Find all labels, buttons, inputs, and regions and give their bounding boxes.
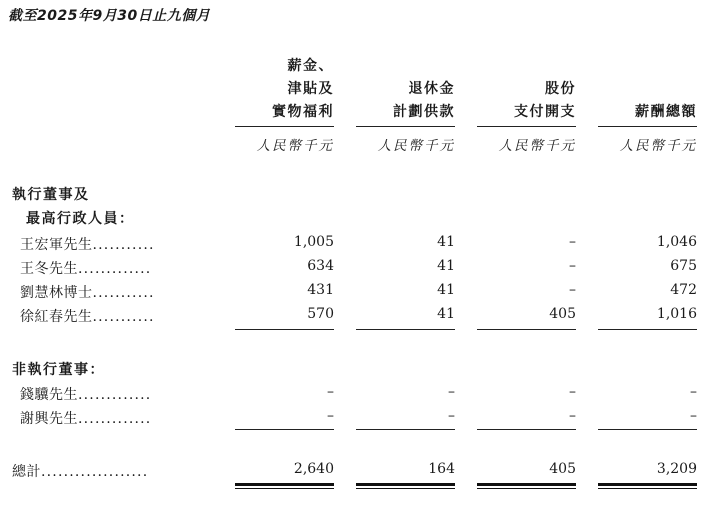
subtotal-rule bbox=[235, 429, 334, 430]
table-cell: 675 bbox=[670, 258, 697, 274]
table-cell: – bbox=[448, 408, 455, 424]
table-cell: 634 bbox=[307, 258, 334, 274]
column-header-line: 實物福利 bbox=[272, 104, 334, 120]
total-double-rule bbox=[477, 483, 576, 489]
table-cell: – bbox=[569, 258, 576, 274]
header-rule bbox=[477, 126, 576, 127]
table-cell: 1,046 bbox=[656, 234, 697, 250]
table-row-name: 謝興先生............. bbox=[20, 411, 152, 427]
column-header-line: 津貼及 bbox=[287, 81, 334, 97]
column-header-share-payment bbox=[476, 55, 576, 124]
total-double-rule bbox=[235, 483, 334, 489]
table-cell: 41 bbox=[437, 234, 455, 250]
column-header-pension bbox=[355, 55, 455, 124]
table-cell: 431 bbox=[307, 282, 334, 298]
column-header-line: 計劃供款 bbox=[393, 104, 455, 120]
total-cell: 164 bbox=[428, 461, 455, 477]
header-rule bbox=[356, 126, 455, 127]
subtotal-rule bbox=[477, 329, 576, 330]
unit-label: 人民幣千元 bbox=[256, 138, 334, 154]
table-cell: 405 bbox=[549, 306, 576, 322]
table-cell: 41 bbox=[437, 282, 455, 298]
table-row-name: 錢驥先生............. bbox=[20, 387, 152, 403]
table-cell: – bbox=[327, 384, 334, 400]
subtotal-rule bbox=[235, 329, 334, 330]
section-title-executive-directors: 執行董事及 bbox=[12, 187, 90, 203]
subtotal-rule bbox=[598, 429, 697, 430]
column-header-line bbox=[597, 78, 697, 101]
table-cell: – bbox=[569, 282, 576, 298]
subtotal-rule bbox=[477, 429, 576, 430]
unit-label: 人民幣千元 bbox=[498, 138, 576, 154]
table-cell: 570 bbox=[307, 306, 334, 322]
table-cell: – bbox=[569, 234, 576, 250]
column-header-line: 支付開支 bbox=[514, 104, 576, 120]
total-cell: 3,209 bbox=[656, 461, 697, 477]
total-double-rule bbox=[356, 483, 455, 489]
table-cell: 1,005 bbox=[293, 234, 334, 250]
column-header-line bbox=[355, 55, 455, 78]
column-header-salaries bbox=[234, 55, 334, 124]
unit-label: 人民幣千元 bbox=[619, 138, 697, 154]
column-header-line bbox=[597, 55, 697, 78]
column-header-line bbox=[476, 55, 576, 78]
section-title-non-executive-directors: 非執行董事： bbox=[12, 362, 105, 378]
total-double-rule bbox=[598, 483, 697, 489]
total-row-name: 總計................... bbox=[12, 464, 149, 480]
section-title-executive-directors-line2: 最高行政人員： bbox=[26, 211, 135, 227]
subtotal-rule bbox=[356, 329, 455, 330]
table-row-name: 王冬先生............. bbox=[20, 261, 152, 277]
total-cell: 2,640 bbox=[293, 461, 334, 477]
table-cell: – bbox=[690, 384, 697, 400]
table-row-name: 王宏軍先生........... bbox=[20, 237, 155, 253]
table-cell: – bbox=[448, 384, 455, 400]
header-rule bbox=[235, 126, 334, 127]
table-cell: – bbox=[569, 408, 576, 424]
table-row-name: 徐紅春先生........... bbox=[20, 309, 155, 325]
column-header-line: 退休金 bbox=[408, 81, 455, 97]
table-cell: – bbox=[690, 408, 697, 424]
table-cell: 1,016 bbox=[656, 306, 697, 322]
table-cell: – bbox=[327, 408, 334, 424]
column-header-line: 薪金、 bbox=[287, 58, 334, 74]
column-header-total-remuneration bbox=[597, 55, 697, 124]
table-cell: 472 bbox=[670, 282, 697, 298]
header-rule bbox=[598, 126, 697, 127]
column-header-line: 股份 bbox=[545, 81, 576, 97]
total-cell: 405 bbox=[549, 461, 576, 477]
table-cell: 41 bbox=[437, 258, 455, 274]
unit-label: 人民幣千元 bbox=[377, 138, 455, 154]
column-header-line: 薪酬總額 bbox=[635, 104, 697, 120]
table-cell: – bbox=[569, 384, 576, 400]
subtotal-rule bbox=[598, 329, 697, 330]
table-row-name: 劉慧林博士........... bbox=[20, 285, 155, 301]
period-heading: 截至2025年9月30日止九個月 bbox=[8, 8, 211, 24]
table-cell: 41 bbox=[437, 306, 455, 322]
subtotal-rule bbox=[356, 429, 455, 430]
